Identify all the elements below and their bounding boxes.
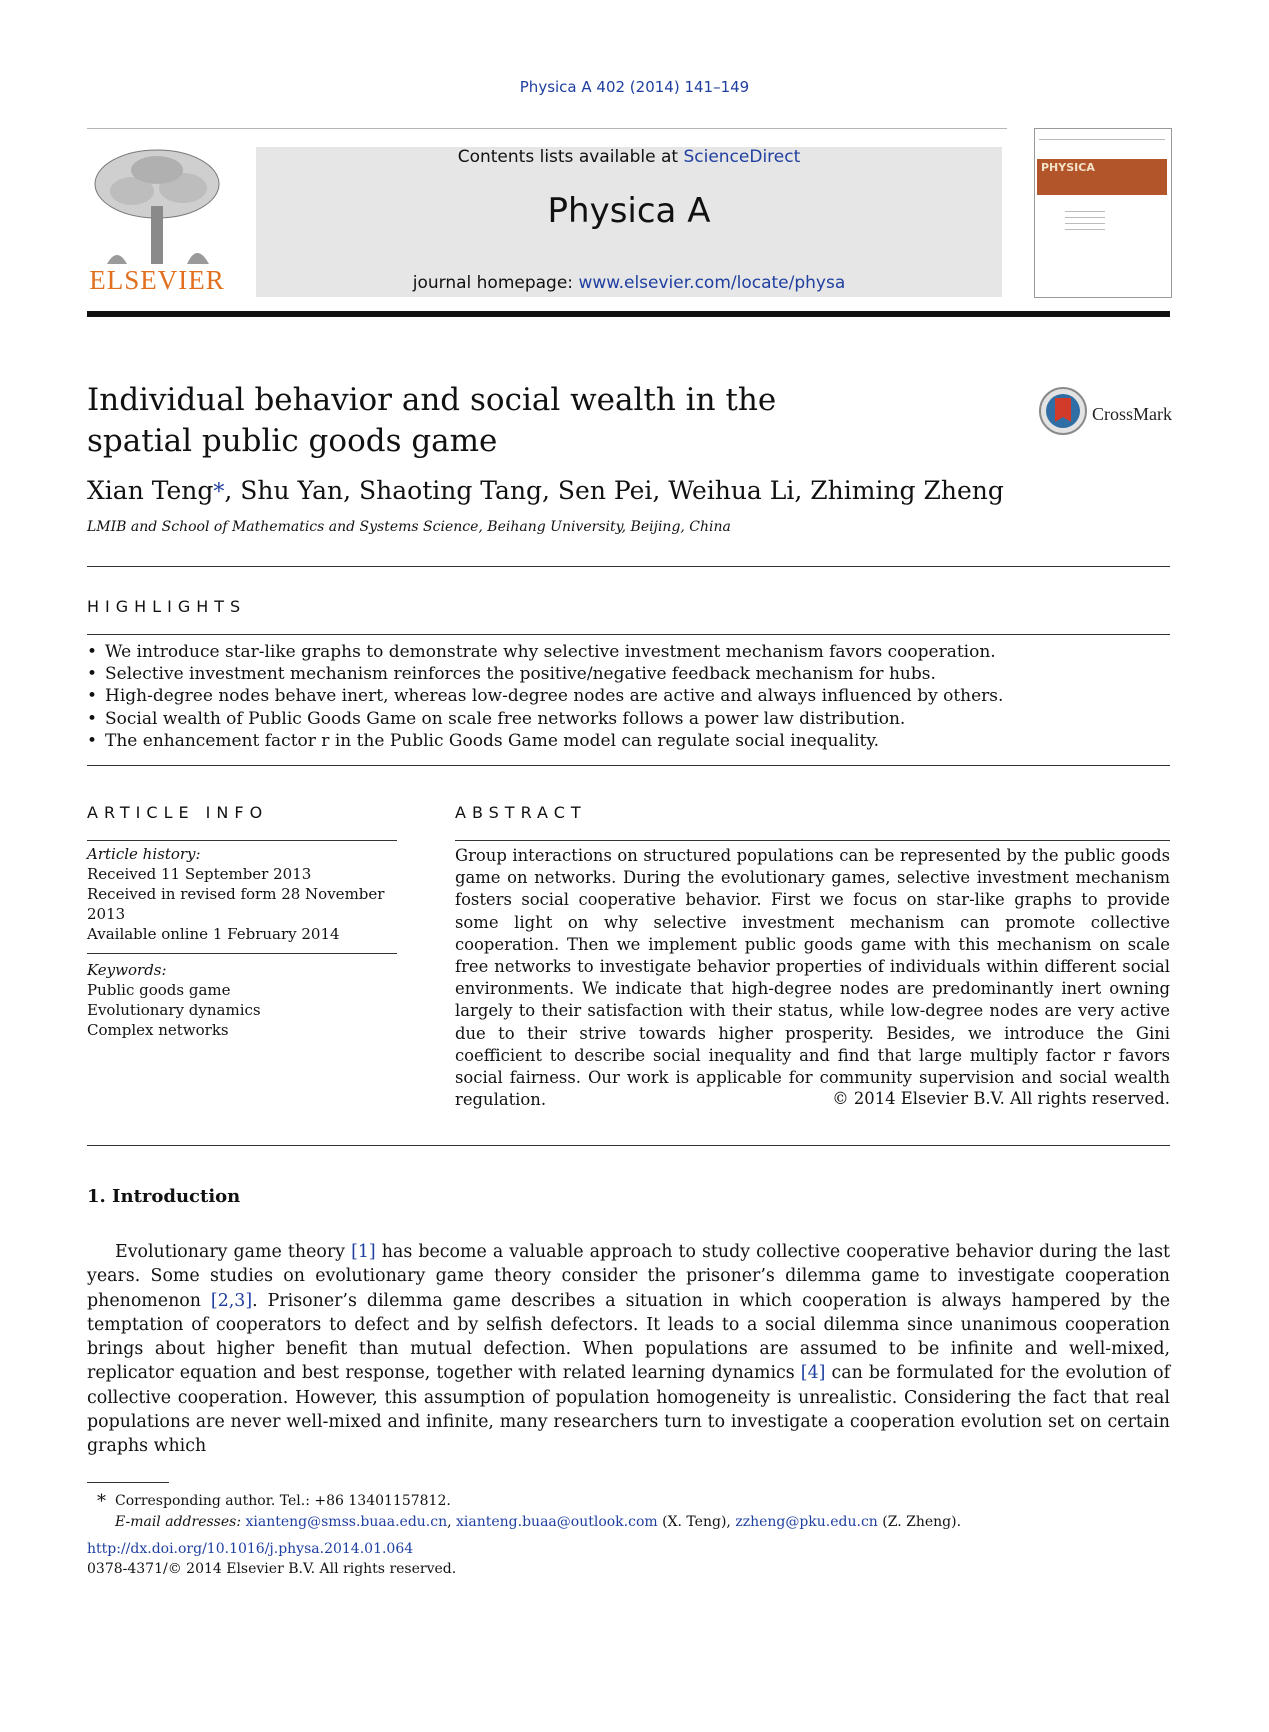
first-author: Xian Teng [87, 476, 214, 505]
reference-link[interactable]: [1] [351, 1242, 376, 1262]
email-link[interactable]: xianteng@smss.buaa.edu.cn [245, 1514, 448, 1530]
history-received: Received 11 September 2013 [87, 865, 312, 883]
email-link[interactable]: zzheng@pku.edu.cn [735, 1514, 878, 1530]
tree-icon [87, 146, 227, 264]
footnote-mark: * [97, 1491, 106, 1512]
contents-line: Contents lists available at ScienceDirect [457, 147, 801, 167]
article-info-block [87, 844, 397, 1040]
abstract-heading: ABSTRACT [455, 803, 587, 822]
footnote-body [115, 1491, 961, 1533]
rule-above-highlights [87, 566, 1170, 567]
article-history-label: Article history: [87, 845, 201, 863]
keyword-item: Complex networks [87, 1021, 229, 1039]
highlight-item: • We introduce star-like graphs to demonstrate why selective investment mechanism favors cooperation. [87, 641, 1170, 663]
email-line: E-mail addresses: xianteng@smss.buaa.edu.cn, xianteng.buaa@outlook.com (X. Teng), zzheng@pku.edu.cn (Z. Zheng). [115, 1514, 962, 1530]
highlight-item: • Social wealth of Public Goods Game on scale free networks follows a power law distribution. [87, 708, 1170, 730]
rule-under-abstract-heading [455, 840, 1170, 841]
author-list [87, 476, 1004, 505]
crossmark-badge[interactable] [1038, 382, 1178, 438]
article-info-heading: ARTICLE INFO [87, 803, 269, 822]
highlights-list [87, 641, 1170, 752]
email-link[interactable]: xianteng.buaa@outlook.com [456, 1514, 658, 1530]
journal-banner [256, 147, 1002, 297]
sciencedirect-link[interactable]: ScienceDirect [683, 147, 801, 167]
article-title: Individual behavior and social wealth in the spatial public goods game [87, 382, 777, 459]
journal-cover-thumbnail[interactable] [1034, 128, 1172, 298]
rule-under-highlights-heading [87, 634, 1170, 635]
keywords-label: Keywords: [87, 961, 167, 979]
corresponding-author-mark[interactable]: * [213, 480, 225, 505]
highlight-item: • Selective investment mechanism reinforces the positive/negative feedback mechanism for hubs. [87, 663, 1170, 685]
cover-header-line [1039, 133, 1165, 140]
abstract-copyright: © 2014 Elsevier B.V. All rights reserved. [832, 1089, 1170, 1108]
cover-text-block [1065, 207, 1105, 247]
header-divider [87, 128, 1007, 129]
reference-link[interactable]: [2,3] [210, 1290, 253, 1311]
section-heading-introduction: 1. Introduction [87, 1186, 241, 1207]
cover-title-band [1037, 159, 1167, 195]
keyword-item: Evolutionary dynamics [87, 1001, 261, 1019]
history-revised: Received in revised form 28 November 2013 [87, 885, 385, 923]
rule-below-abstract [87, 1145, 1170, 1146]
highlight-item: • The enhancement factor r in the Public Goods Game model can regulate social inequality. [87, 730, 1170, 752]
rule-below-highlights [87, 765, 1170, 766]
keywords-section [87, 953, 397, 1040]
journal-name: Physica A [547, 191, 711, 231]
doi-block [87, 1539, 456, 1579]
journal-homepage-line: journal homepage: www.elsevier.com/locate/physa [412, 273, 846, 293]
journal-citation[interactable] [0, 78, 1269, 96]
keyword-item: Public goods game [87, 981, 231, 999]
elsevier-logo [87, 146, 227, 296]
elsevier-wordmark: ELSEVIER [89, 265, 225, 295]
journal-homepage-link[interactable]: www.elsevier.com/locate/physa [578, 273, 846, 293]
crossmark-label: CrossMark [1092, 404, 1172, 424]
reference-link[interactable]: [4] [800, 1363, 826, 1384]
issn-copyright: 0378-4371/© 2014 Elsevier B.V. All rights reserved. [87, 1561, 457, 1577]
history-online: Available online 1 February 2014 [87, 925, 340, 943]
affiliation: LMIB and School of Mathematics and Systems Science, Beihang University, Beijing, China [87, 519, 731, 535]
cover-title: PHYSICA [1041, 161, 1095, 174]
doi-link[interactable]: http://dx.doi.org/10.1016/j.physa.2014.01.064 [87, 1541, 414, 1557]
citation-link[interactable]: Physica A 402 (2014) 141–149 [519, 78, 750, 96]
abstract-body: Group interactions on structured populations can be represented by the public goods game on networks. During the evolutionary games, selective investment mechanism fosters social cooperative behavior. First we focus on star-like graphs to provide some light on why selective investment mechanism can promote collective cooperation. Then we implement public goods game with this mechanism on scale free networks to investigate behavior properties of individuals within different social environments. We indicate that high-degree nodes are predominantly inert owning largely to their satisfaction with their status, while low-degree nodes are very active due to their strive towards higher prosperity. Besides, we introduce the Gini coefficient to describe social inequality and find that large multiply factor r favors social fairness. Our work is applicable for community supervision and social wealth regulation. [455, 846, 1170, 1110]
introduction-paragraph: Evolutionary game theory [1] has become a valuable approach to study collective cooperative behavior during the last years. Some studies on evolutionary game theory consider the prisoner’s dilemma game to investigate cooperation phenomenon [2,3]. Prisoner’s dilemma game describes a situation in which cooperation is always hampered by the temptation of cooperators to defect and by selfish defectors. It leads to a social dilemma since unanimous cooperation brings about higher benefit than mutual defection. When populations are assumed to be infinite and well-mixed, replicator equation and best response, together with related learning dynamics [4] can be formulated for the evolution of collective cooperation. However, this assumption of population homogeneity is unrealistic. Considering the fact that real populations are never well-mixed and infinite, many researchers turn to investigate a cooperation evolution set on certain graphs which [87, 1242, 1171, 1457]
other-authors: , Shu Yan, Shaoting Tang, Sen Pei, Weihua Li, Zhiming Zheng [224, 476, 1004, 505]
crossmark-icon [1038, 386, 1088, 436]
header-thick-rule [87, 311, 1170, 317]
rule-under-article-info-heading [87, 840, 397, 841]
corresponding-author-note: Corresponding author. Tel.: +86 13401157812. [115, 1493, 451, 1509]
footnote-rule [87, 1482, 169, 1483]
highlights-heading: HIGHLIGHTS [87, 597, 247, 616]
highlight-item: • High-degree nodes behave inert, whereas low-degree nodes are active and always influenced by others. [87, 685, 1170, 707]
